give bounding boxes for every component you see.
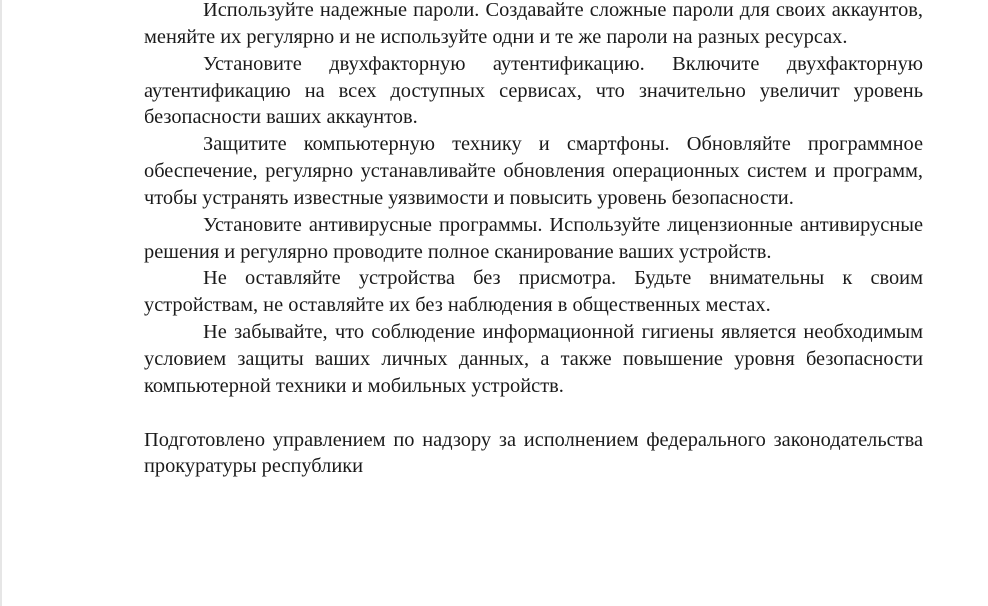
signature-prepared-by: Подготовлено управлением по надзору за исполнением федерального законодательства прокуратуры республики (144, 428, 923, 478)
paragraph-protect-devices: Защитите компьютерную технику и смартфоны. Обновляйте программное обеспечение, регулярно устанавливайте обновления операционных систем и программ, чтобы устранять известные уязвимости и повысить уровень безопасности. (144, 133, 923, 209)
page-edge-divider (0, 0, 2, 606)
paragraph-information-hygiene: Не забывайте, что соблюдение информационной гигиены является необходимым условием защиты ваших личных данных, а также повышение уровня безопасности компьютерной техники и мобильных устройств. (144, 321, 923, 397)
paragraph-strong-passwords: Используйте надежные пароли. Создавайте сложные пароли для своих аккаунтов, меняйте их регулярно и не используйте одни и те же пароли на разных ресурсах. (144, 0, 923, 48)
document-body (144, 0, 923, 480)
paragraph-two-factor-auth: Установите двухфакторную аутентификацию. Включите двухфакторную аутентификацию на всех доступных сервисах, что значительно увеличит уровень безопасности ваших аккаунтов. (144, 52, 923, 129)
paragraph-antivirus: Установите антивирусные программы. Используйте лицензионные антивирусные решения и регулярно проводите полное сканирование ваших устройств. (144, 213, 923, 263)
paragraph-unattended-devices: Не оставляйте устройства без присмотра. Будьте внимательны к своим устройствам, не оставляйте их без наблюдения в общественных местах. (144, 267, 923, 317)
